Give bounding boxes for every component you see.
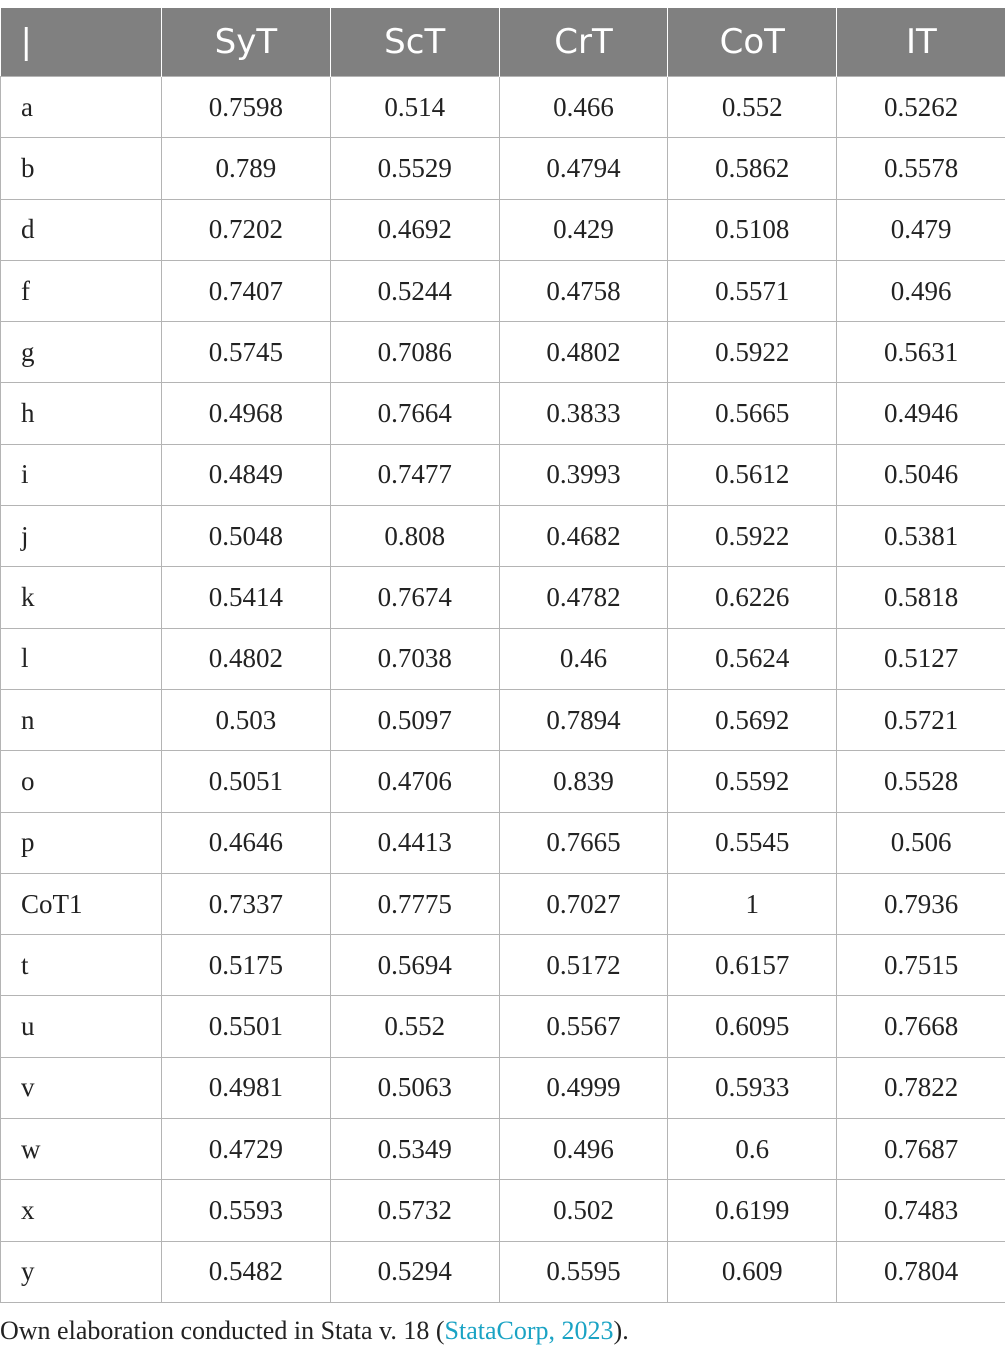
correlation-table (0, 8, 1005, 1303)
row-label-cell: h (1, 383, 162, 444)
table-row (1, 77, 1005, 138)
table-row (1, 1057, 1005, 1118)
value-cell: 0.5578 (837, 138, 1005, 199)
value-cell: 0.4794 (499, 138, 668, 199)
value-cell: 0.4999 (499, 1057, 668, 1118)
value-cell: 0.7822 (837, 1057, 1005, 1118)
value-cell: 0.4802 (162, 628, 331, 689)
value-cell: 0.7038 (330, 628, 499, 689)
value-cell: 0.5175 (162, 935, 331, 996)
value-cell: 0.466 (499, 77, 668, 138)
value-cell: 0.7668 (837, 996, 1005, 1057)
value-cell: 0.496 (499, 1119, 668, 1180)
table-row (1, 199, 1005, 260)
table-header (1, 8, 1005, 77)
value-cell: 0.4968 (162, 383, 331, 444)
value-cell: 0.5127 (837, 628, 1005, 689)
value-cell: 0.5529 (330, 138, 499, 199)
row-label-cell: i (1, 444, 162, 505)
value-cell: 0.5381 (837, 506, 1005, 567)
value-cell: 0.5933 (668, 1057, 837, 1118)
value-cell: 0.429 (499, 199, 668, 260)
footnote-citation-link[interactable]: StataCorp, 2023 (444, 1316, 614, 1345)
row-label-cell: l (1, 628, 162, 689)
value-cell: 0.5108 (668, 199, 837, 260)
value-cell: 0.7665 (499, 812, 668, 873)
value-cell: 0.5414 (162, 567, 331, 628)
table-body (1, 77, 1005, 1303)
value-cell: 0.7674 (330, 567, 499, 628)
table-row (1, 873, 1005, 934)
table-row (1, 567, 1005, 628)
value-cell: 0.5571 (668, 260, 837, 321)
table-row (1, 260, 1005, 321)
value-cell: 0.5694 (330, 935, 499, 996)
row-label-cell: f (1, 260, 162, 321)
value-cell: 0.4849 (162, 444, 331, 505)
row-label-cell: k (1, 567, 162, 628)
value-cell: 0.5624 (668, 628, 837, 689)
value-cell: 0.6095 (668, 996, 837, 1057)
table-footnote (0, 1316, 629, 1346)
value-cell: 0.5262 (837, 77, 1005, 138)
value-cell: 0.479 (837, 199, 1005, 260)
value-cell: 0.7664 (330, 383, 499, 444)
value-cell: 0.5593 (162, 1180, 331, 1241)
footnote-suffix: ). (613, 1316, 629, 1345)
value-cell: 0.4946 (837, 383, 1005, 444)
row-label-cell: n (1, 689, 162, 750)
value-cell: 0.7337 (162, 873, 331, 934)
value-cell: 0.7477 (330, 444, 499, 505)
row-label-cell: y (1, 1241, 162, 1302)
header-cell-syt: SyT (162, 8, 331, 77)
value-cell: 0.4782 (499, 567, 668, 628)
value-cell: 0.5612 (668, 444, 837, 505)
value-cell: 1 (668, 873, 837, 934)
value-cell: 0.808 (330, 506, 499, 567)
header-cell-it: IT (837, 8, 1005, 77)
value-cell: 0.5097 (330, 689, 499, 750)
value-cell: 0.4413 (330, 812, 499, 873)
header-cell-label: | (1, 8, 162, 77)
value-cell: 0.7086 (330, 322, 499, 383)
header-row (1, 8, 1005, 77)
value-cell: 0.5063 (330, 1057, 499, 1118)
row-label-cell: b (1, 138, 162, 199)
value-cell: 0.552 (668, 77, 837, 138)
value-cell: 0.5721 (837, 689, 1005, 750)
value-cell: 0.5922 (668, 322, 837, 383)
value-cell: 0.4692 (330, 199, 499, 260)
value-cell: 0.4682 (499, 506, 668, 567)
value-cell: 0.7936 (837, 873, 1005, 934)
row-label-cell: v (1, 1057, 162, 1118)
table-row (1, 935, 1005, 996)
value-cell: 0.5665 (668, 383, 837, 444)
table-row (1, 322, 1005, 383)
value-cell: 0.7687 (837, 1119, 1005, 1180)
value-cell: 0.4802 (499, 322, 668, 383)
value-cell: 0.7202 (162, 199, 331, 260)
value-cell: 0.5501 (162, 996, 331, 1057)
row-label-cell: t (1, 935, 162, 996)
value-cell: 0.6157 (668, 935, 837, 996)
value-cell: 0.7804 (837, 1241, 1005, 1302)
value-cell: 0.552 (330, 996, 499, 1057)
value-cell: 0.5046 (837, 444, 1005, 505)
value-cell: 0.7027 (499, 873, 668, 934)
value-cell: 0.5732 (330, 1180, 499, 1241)
value-cell: 0.6 (668, 1119, 837, 1180)
value-cell: 0.4706 (330, 751, 499, 812)
value-cell: 0.3833 (499, 383, 668, 444)
value-cell: 0.4729 (162, 1119, 331, 1180)
table-row (1, 689, 1005, 750)
value-cell: 0.502 (499, 1180, 668, 1241)
value-cell: 0.5631 (837, 322, 1005, 383)
table-row (1, 444, 1005, 505)
value-cell: 0.514 (330, 77, 499, 138)
header-cell-sct: ScT (330, 8, 499, 77)
value-cell: 0.5048 (162, 506, 331, 567)
table-row (1, 996, 1005, 1057)
value-cell: 0.7515 (837, 935, 1005, 996)
row-label-cell: CoT1 (1, 873, 162, 934)
table-row (1, 383, 1005, 444)
row-label-cell: u (1, 996, 162, 1057)
value-cell: 0.5862 (668, 138, 837, 199)
value-cell: 0.5692 (668, 689, 837, 750)
table-row (1, 1241, 1005, 1302)
value-cell: 0.46 (499, 628, 668, 689)
value-cell: 0.506 (837, 812, 1005, 873)
value-cell: 0.496 (837, 260, 1005, 321)
row-label-cell: j (1, 506, 162, 567)
header-cell-cot: CoT (668, 8, 837, 77)
footnote-prefix: Own elaboration conducted in Stata v. 18 ( (0, 1316, 445, 1345)
table-row (1, 628, 1005, 689)
value-cell: 0.5051 (162, 751, 331, 812)
row-label-cell: w (1, 1119, 162, 1180)
row-label-cell: d (1, 199, 162, 260)
value-cell: 0.7775 (330, 873, 499, 934)
value-cell: 0.5595 (499, 1241, 668, 1302)
value-cell: 0.6226 (668, 567, 837, 628)
value-cell: 0.5294 (330, 1241, 499, 1302)
value-cell: 0.7598 (162, 77, 331, 138)
value-cell: 0.7407 (162, 260, 331, 321)
value-cell: 0.5482 (162, 1241, 331, 1302)
value-cell: 0.5818 (837, 567, 1005, 628)
table-row (1, 506, 1005, 567)
value-cell: 0.503 (162, 689, 331, 750)
row-label-cell: x (1, 1180, 162, 1241)
value-cell: 0.5349 (330, 1119, 499, 1180)
value-cell: 0.7894 (499, 689, 668, 750)
value-cell: 0.4981 (162, 1057, 331, 1118)
data-table-container (0, 8, 1005, 1303)
value-cell: 0.7483 (837, 1180, 1005, 1241)
value-cell: 0.5528 (837, 751, 1005, 812)
value-cell: 0.5745 (162, 322, 331, 383)
value-cell: 0.5922 (668, 506, 837, 567)
value-cell: 0.6199 (668, 1180, 837, 1241)
value-cell: 0.839 (499, 751, 668, 812)
row-label-cell: g (1, 322, 162, 383)
table-row (1, 1180, 1005, 1241)
table-row (1, 138, 1005, 199)
table-row (1, 751, 1005, 812)
value-cell: 0.3993 (499, 444, 668, 505)
row-label-cell: a (1, 77, 162, 138)
table-row (1, 812, 1005, 873)
table-row (1, 1119, 1005, 1180)
value-cell: 0.5545 (668, 812, 837, 873)
value-cell: 0.5172 (499, 935, 668, 996)
value-cell: 0.789 (162, 138, 331, 199)
row-label-cell: p (1, 812, 162, 873)
value-cell: 0.5592 (668, 751, 837, 812)
value-cell: 0.5244 (330, 260, 499, 321)
header-cell-crt: CrT (499, 8, 668, 77)
value-cell: 0.4758 (499, 260, 668, 321)
value-cell: 0.609 (668, 1241, 837, 1302)
value-cell: 0.5567 (499, 996, 668, 1057)
row-label-cell: o (1, 751, 162, 812)
value-cell: 0.4646 (162, 812, 331, 873)
